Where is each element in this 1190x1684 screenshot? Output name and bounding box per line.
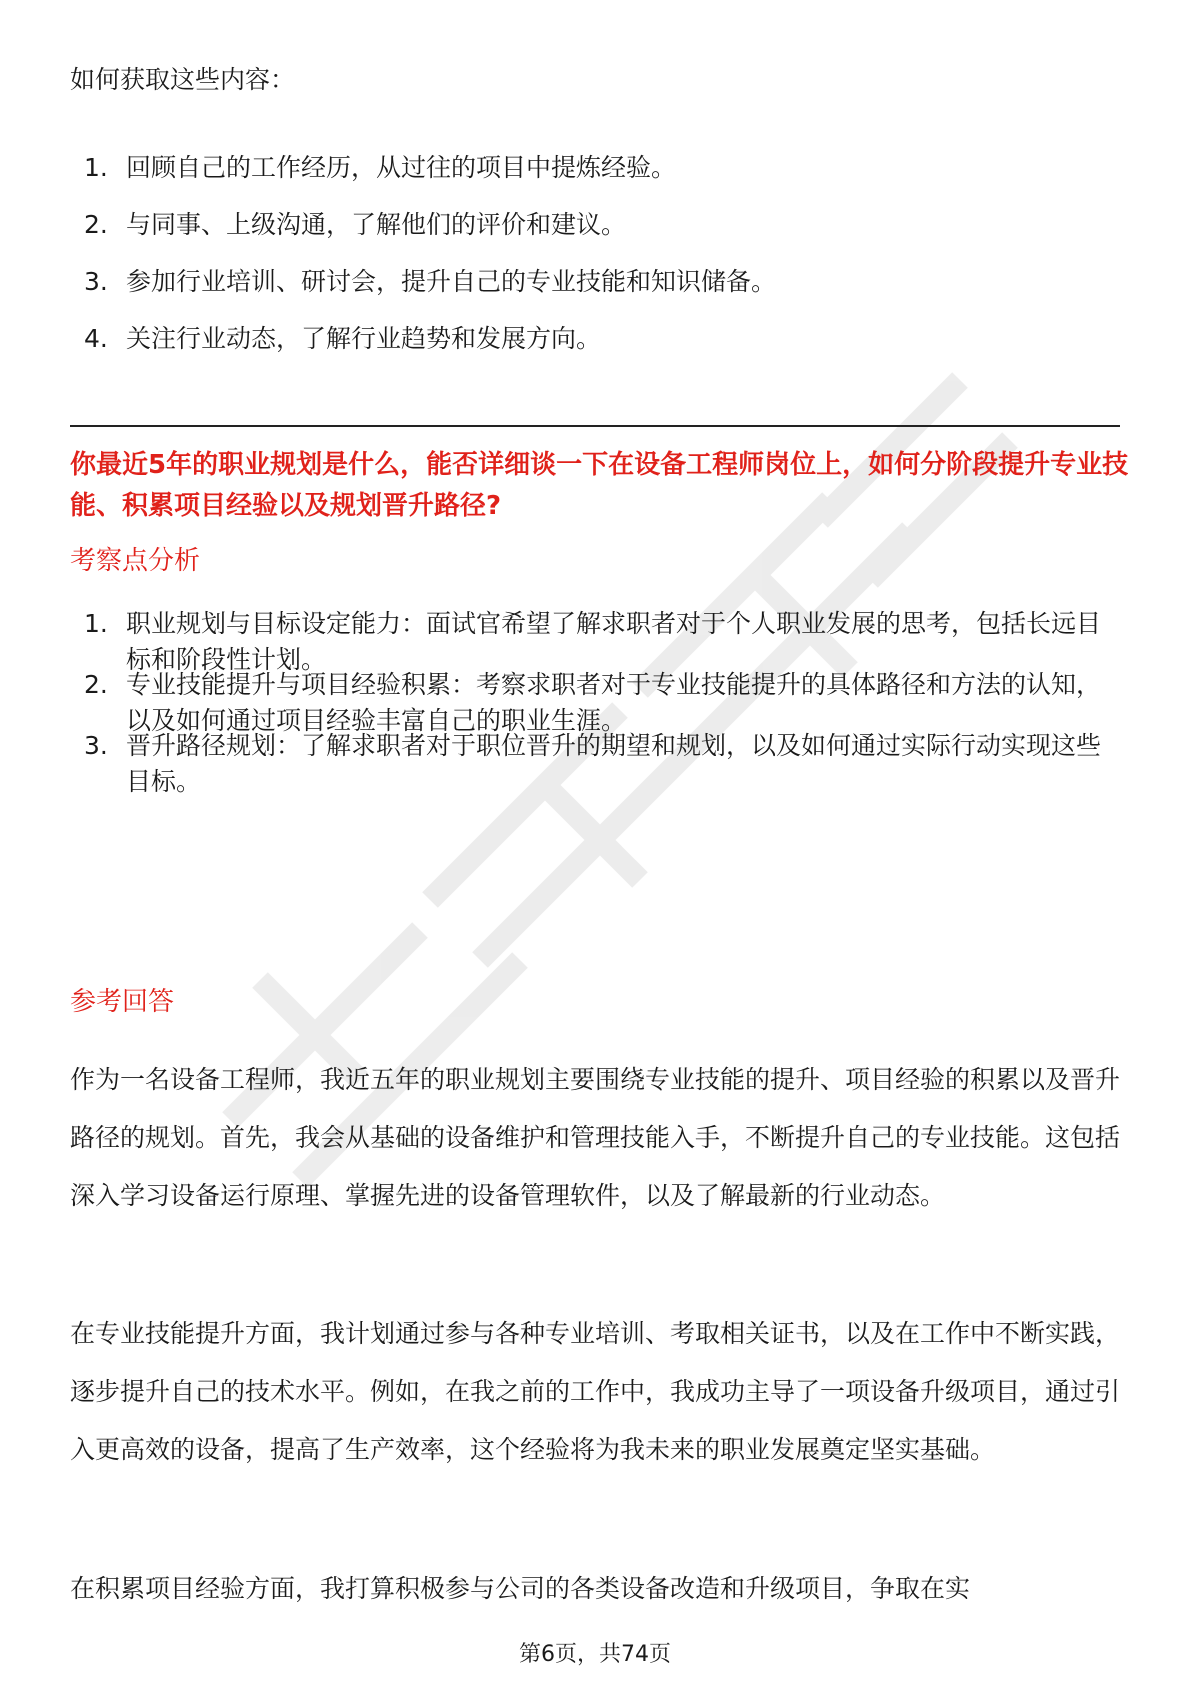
list-text: 晋升路径规划：了解求职者对于职位晋升的期望和规划，以及如何通过实际行动实现这些目标。 <box>126 731 1102 796</box>
answer-paragraph: 作为一名设备工程师，我近五年的职业规划主要围绕专业技能的提升、项目经验的积累以及晋升路径的规划。首先，我会从基础的设备维护和管理技能入手，不断提升自己的专业技能。这包括深入学习设备运行原理、掌握先进的设备管理软件，以及了解最新的行业动态。 <box>70 1065 1121 1210</box>
analysis-list <box>70 609 1120 800</box>
list-text: 参加行业培训、研讨会，提升自己的专业技能和知识储备。 <box>126 267 777 296</box>
list-item <box>70 264 1120 300</box>
list-item <box>70 150 1120 186</box>
how-to-list <box>70 150 1120 378</box>
list-number: 1. <box>84 609 108 638</box>
list-text: 关注行业动态，了解行业趋势和发展方向。 <box>126 324 602 353</box>
intro-text: 如何获取这些内容： <box>70 65 296 94</box>
section-divider <box>70 425 1120 427</box>
list-item <box>70 321 1120 357</box>
list-number: 2. <box>84 670 108 699</box>
list-text: 职业规划与目标设定能力：面试官希望了解求职者对于个人职业发展的思考，包括长远目标和阶段性计划。 <box>126 609 1102 674</box>
list-item <box>70 728 1120 800</box>
section-title-analysis: 考察点分析 <box>70 546 201 576</box>
answer-paragraph: 在专业技能提升方面，我计划通过参与各种专业培训、考取相关证书，以及在工作中不断实践，逐步提升自己的技术水平。例如，在我之前的工作中，我成功主导了一项设备升级项目，通过引入更高效的设备，提高了生产效率，这个经验将为我未来的职业发展奠定坚实基础。 <box>70 1319 1121 1464</box>
interview-question: 你最近5年的职业规划是什么，能否详细谈一下在设备工程师岗位上，如何分阶段提升专业技能、积累项目经验以及规划晋升路径? <box>70 450 1129 521</box>
list-number: 1. <box>84 153 108 182</box>
list-number: 4. <box>84 324 108 353</box>
list-text: 回顾自己的工作经历，从过往的项目中提炼经验。 <box>126 153 677 182</box>
section-title-answer: 参考回答 <box>70 987 175 1017</box>
list-item <box>70 207 1120 243</box>
page-number: 第6页，共74页 <box>519 1642 671 1667</box>
list-text: 与同事、上级沟通，了解他们的评价和建议。 <box>126 210 627 239</box>
answer-paragraph: 在积累项目经验方面，我打算积极参与公司的各类设备改造和升级项目，争取在实 <box>70 1574 971 1603</box>
list-number: 3. <box>84 731 108 760</box>
list-number: 3. <box>84 267 108 296</box>
list-number: 2. <box>84 210 108 239</box>
list-text: 专业技能提升与项目经验积累：考察求职者对于专业技能提升的具体路径和方法的认知，以及如何通过项目经验丰富自己的职业生涯。 <box>126 670 1102 735</box>
